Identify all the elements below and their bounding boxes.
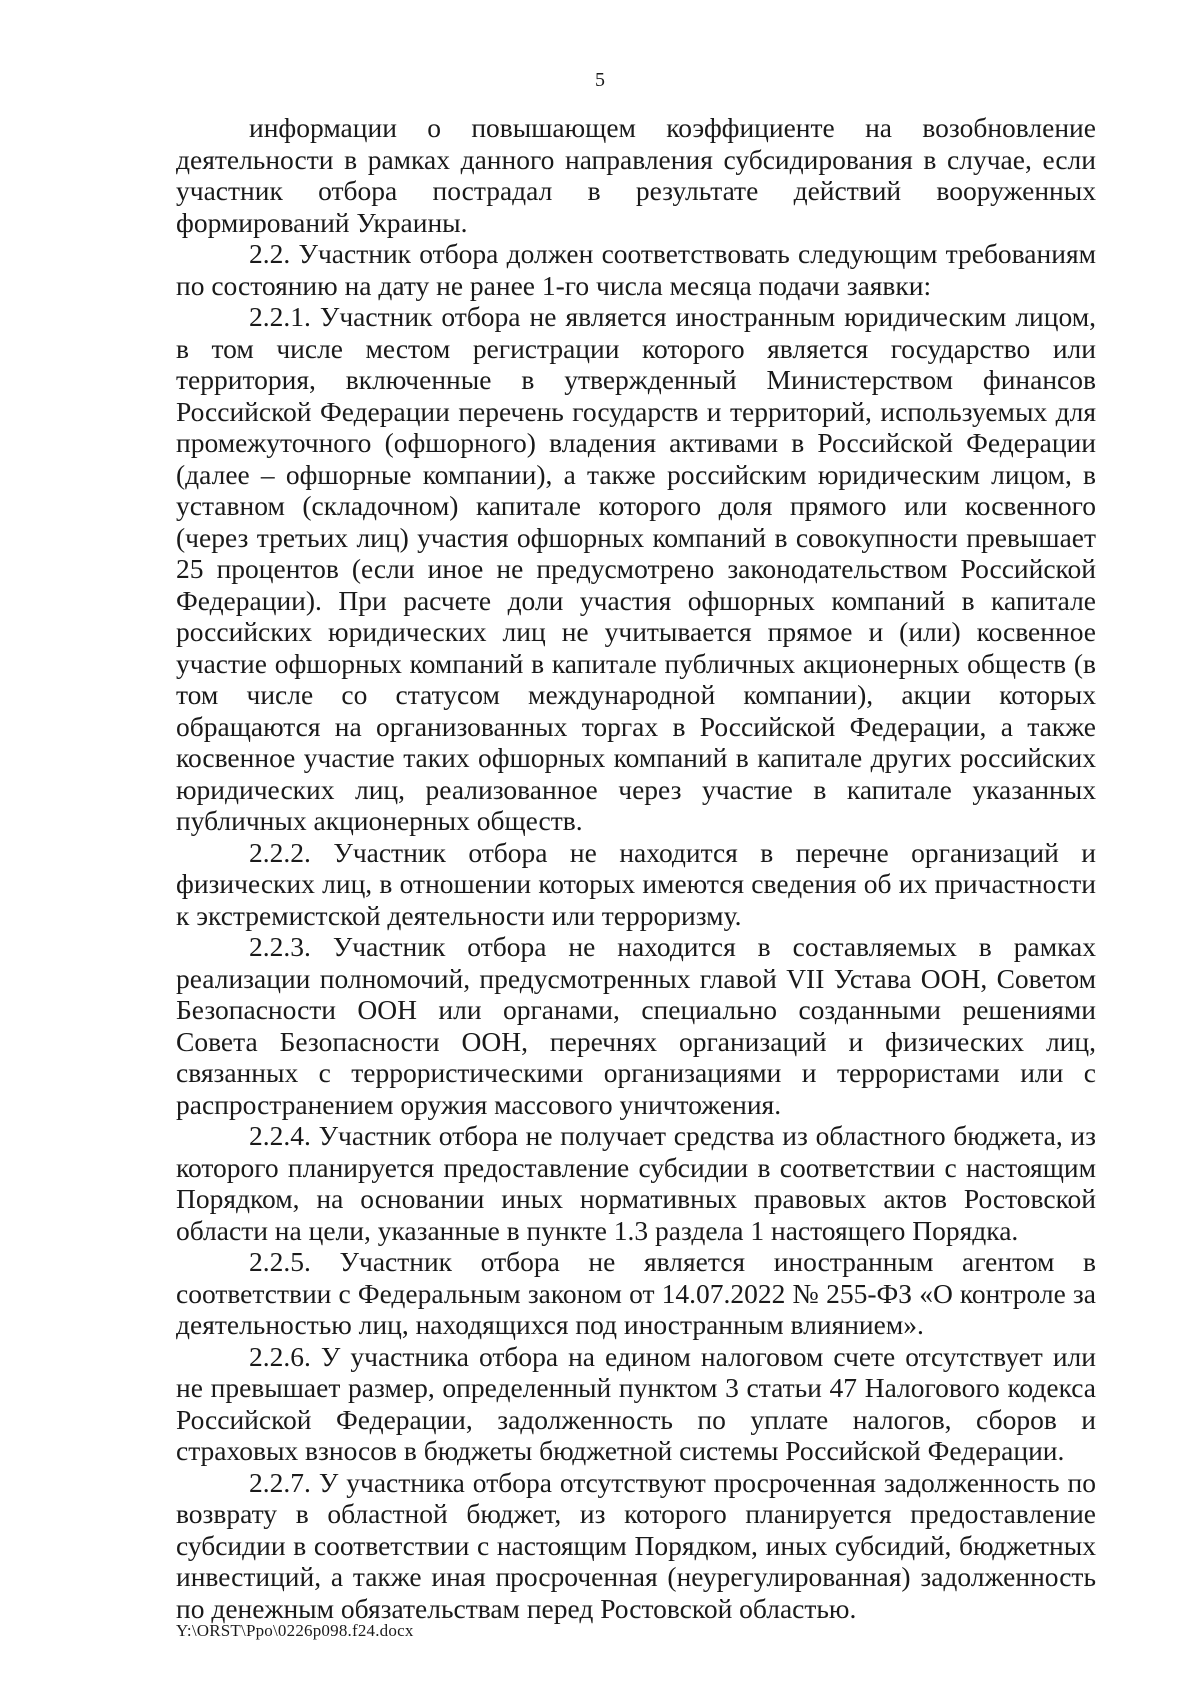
page-number: 5 xyxy=(595,69,605,91)
paragraph-2-2-7: 2.2.7. У участника отбора отсутствуют просроченная задолженность по возврату в областной бюджет, из которого планируется предоставление субсидии в соответствии с настоящим Порядком, иных субсидий, бюджетных инвестиций, а также иная просроченная (неурегулированная) задолженность по денежным обязательствам перед Ростовской областью. xyxy=(176,1466,1096,1624)
paragraph-continuation: информации о повышающем коэффициенте на возобновление деятельности в рамках данного направления субсидирования в случае, если участник отбора пострадал в результате действий вооруженных формирований Украины. xyxy=(176,112,1096,238)
paragraph-2-2-3: 2.2.3. Участник отбора не находится в составляемых в рамках реализации полномочий, предусмотренных главой VII Устава ООН, Советом Безопасности ООН или органами, специально созданными решениями Совета Безопасности ООН, перечнях организаций и физических лиц, связанных с террористическими организациями и террористами или с распространением оружия массового уничтожения. xyxy=(176,931,1096,1120)
paragraph-2-2: 2.2. Участник отбора должен соответствовать следующим требованиям по состоянию на дату не ранее 1-го числа месяца подачи заявки: xyxy=(176,238,1096,301)
paragraph-2-2-1: 2.2.1. Участник отбора не является иностранным юридическим лицом, в том числе местом регистрации которого является государство или территория, включенные в утвержденный Министерством финансов Российской Федерации перечень государств и территорий, используемых для промежуточного (офшорного) владения активами в Российской Федерации (далее – офшорные компании), а также российским юридическим лицом, в уставном (складочном) капитале которого доля прямого или косвенного (через третьих лиц) участия офшорных компаний в совокупности превышает 25 процентов (если иное не предусмотрено законодательством Российской Федерации). При расчете доли участия офшорных компаний в капитале российских юридических лиц не учитывается прямое и (или) косвенное участие офшорных компаний в капитале публичных акционерных обществ (в том числе со статусом международной компании), акции которых обращаются на организованных торгах в Российской Федерации, а также косвенное участие таких офшорных компаний в капитале других российских юридических лиц, реализованное через участие в капитале указанных публичных акционерных обществ. xyxy=(176,301,1096,836)
paragraph-2-2-5: 2.2.5. Участник отбора не является иностранным агентом в соответствии с Федеральным законом от 14.07.2022 № 255-ФЗ «О контроле за деятельностью лиц, находящихся под иностранным влиянием». xyxy=(176,1246,1096,1340)
paragraph-2-2-6: 2.2.6. У участника отбора на едином налоговом счете отсутствует или не превышает размер, определенный пунктом 3 статьи 47 Налогового кодекса Российской Федерации, задолженность по уплате налогов, сборов и страховых взносов в бюджеты бюджетной системы Российской Федерации. xyxy=(176,1340,1096,1466)
paragraph-2-2-2: 2.2.2. Участник отбора не находится в перечне организаций и физических лиц, в отношении которых имеются сведения об их причастности к экстремистской деятельности или терроризму. xyxy=(176,836,1096,931)
footer-file-path: Y:\ORST\Ppo\0226p098.f24.docx xyxy=(176,1621,414,1640)
document-body xyxy=(176,112,1096,1624)
paragraph-2-2-4: 2.2.4. Участник отбора не получает средства из областного бюджета, из которого планируется предоставление субсидии в соответствии с настоящим Порядком, на основании иных нормативных правовых актов Ростовской области на цели, указанные в пункте 1.3 раздела 1 настоящего Порядка. xyxy=(176,1120,1096,1246)
